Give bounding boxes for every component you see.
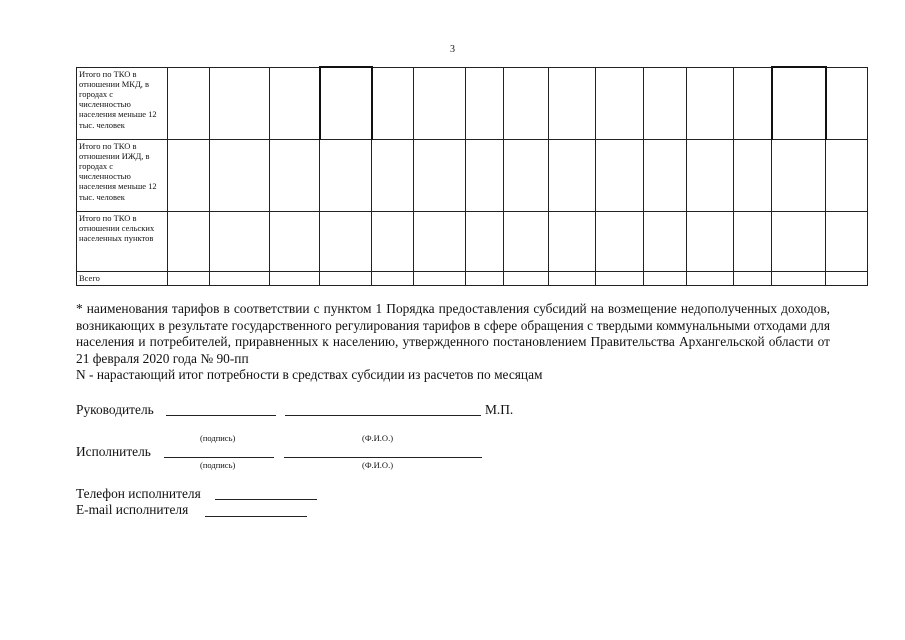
table-cell: [372, 211, 414, 271]
table-cell: [687, 271, 734, 285]
table-cell: [168, 67, 210, 139]
table-cell: [168, 211, 210, 271]
table-cell: [168, 139, 210, 211]
stamp-label: М.П.: [485, 402, 514, 417]
table-cell: [270, 139, 320, 211]
table-cell: [644, 271, 687, 285]
table-cell: [826, 139, 868, 211]
head-sign-line[interactable]: [166, 415, 276, 416]
table-cell: [320, 211, 372, 271]
table-cell: [372, 139, 414, 211]
table-cell: [549, 67, 596, 139]
table-row: [77, 271, 868, 285]
table-cell: [596, 67, 644, 139]
executor-sign-caption: (подпись): [200, 460, 236, 470]
table-cell: [772, 67, 826, 139]
table-cell: [320, 271, 372, 285]
table-cell: [466, 139, 504, 211]
table-cell: [504, 67, 549, 139]
table-cell: [826, 67, 868, 139]
table-cell: [414, 271, 466, 285]
table-cell: [168, 271, 210, 285]
executor-name-line[interactable]: [284, 457, 482, 458]
table-cell: [270, 67, 320, 139]
table-cell: [549, 271, 596, 285]
table-cell: [372, 271, 414, 285]
row-label: Всего: [77, 271, 168, 285]
head-name-line[interactable]: [285, 415, 481, 416]
table-cell: [414, 139, 466, 211]
executor-sign-line[interactable]: [164, 457, 274, 458]
table-cell: [596, 211, 644, 271]
table-cell: [504, 139, 549, 211]
table-cell: [504, 271, 549, 285]
phone-line[interactable]: [215, 499, 317, 500]
table-cell: [734, 211, 772, 271]
table-cell: [210, 67, 270, 139]
phone-label: Телефон исполнителя: [76, 486, 201, 501]
table-cell: [772, 211, 826, 271]
table-cell: [414, 67, 466, 139]
table-cell: [687, 67, 734, 139]
table-cell: [687, 211, 734, 271]
email-label: E-mail исполнителя: [76, 502, 189, 517]
executor-label: Исполнитель: [76, 444, 151, 459]
table-row: [77, 67, 868, 139]
table-cell: [734, 271, 772, 285]
table-cell: [644, 139, 687, 211]
table-cell: [210, 211, 270, 271]
table-cell: [210, 139, 270, 211]
table-cell: [687, 139, 734, 211]
table-cell: [414, 211, 466, 271]
email-line[interactable]: [205, 516, 307, 517]
table-cell: [549, 211, 596, 271]
table-cell: [596, 271, 644, 285]
executor-name-caption: (Ф.И.О.): [362, 460, 394, 470]
table-cell: [549, 139, 596, 211]
table-cell: [772, 271, 826, 285]
table-cell: [734, 67, 772, 139]
table-cell: [772, 139, 826, 211]
table-cell: [644, 67, 687, 139]
notes-block: [76, 301, 830, 384]
head-name-caption: (Ф.И.О.): [362, 433, 394, 443]
table-cell: [270, 271, 320, 285]
table-cell: [372, 67, 414, 139]
table-cell: [466, 211, 504, 271]
row-label: Итого по ТКО в отношении сельских населенных пунктов: [77, 211, 168, 271]
n-note-text: N - нарастающий итог потребности в средствах субсидии из расчетов по месяцам: [76, 367, 543, 382]
table-cell: [504, 211, 549, 271]
table-cell: [596, 139, 644, 211]
footnote-text: * наименования тарифов в соответствии с пунктом 1 Порядка предоставления субсидий на возмещение недополученных доходов, возникающих в результате государственного регулирования тарифов в сфере обращения с твердыми коммунальными отходами для населения и потребителей, приравненных к населению, утвержденного постановлением Правительства Архангельской области от 21 февраля 2020 года № 90-пп: [76, 301, 830, 366]
table-row: [77, 139, 868, 211]
table-cell: [826, 271, 868, 285]
table-cell: [320, 67, 372, 139]
table-cell: [270, 211, 320, 271]
table-cell: [320, 139, 372, 211]
head-label: Руководитель: [76, 402, 154, 417]
table-cell: [826, 211, 868, 271]
table-cell: [466, 67, 504, 139]
table-row: [77, 211, 868, 271]
head-sign-caption: (подпись): [200, 433, 236, 443]
page-number: 3: [450, 44, 455, 55]
table-cell: [644, 211, 687, 271]
row-label: Итого по ТКО в отношении ИЖД, в городах с численностью населения меньше 12 тыс. человек: [77, 139, 168, 211]
table-cell: [210, 271, 270, 285]
summary-table: [76, 66, 868, 286]
table-cell: [734, 139, 772, 211]
table-cell: [466, 271, 504, 285]
row-label: Итого по ТКО в отношении МКД, в городах с численностью населения меньше 12 тыс. человек: [77, 67, 168, 139]
